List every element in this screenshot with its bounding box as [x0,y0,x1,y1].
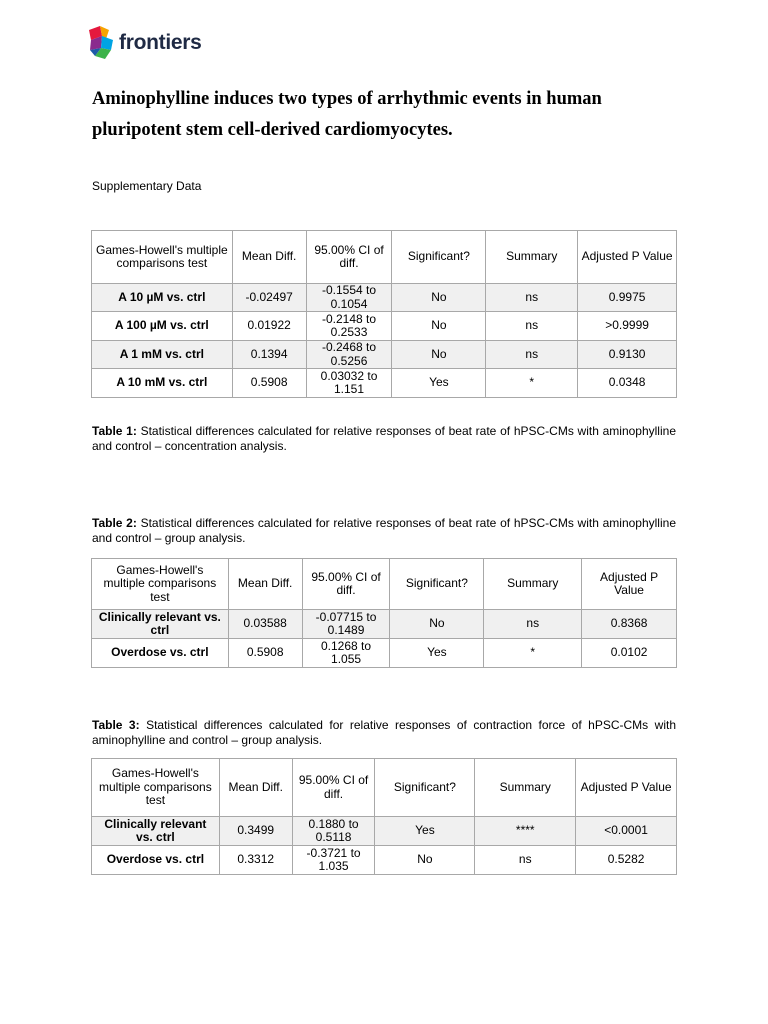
table-cell: -0.2468 to 0.5256 [306,341,392,369]
header-cell: Adjusted P Value [578,231,677,284]
frontiers-logo [87,26,201,60]
table-cell: 0.9130 [578,341,677,369]
table-cell: No [392,312,486,341]
header-cell: Games-Howell's multiple comparisons test [92,759,220,817]
table-header-row [92,231,677,284]
table-cell: No [392,341,486,369]
header-cell: 95.00% CI of diff. [306,231,392,284]
table-3 [91,758,677,875]
caption-text: Statistical differences calculated for relative responses of contraction force of hPSC-CMs with aminophylline and control – group analysis. [92,718,676,747]
caption-label: Table 2: [92,516,137,530]
table-cell: 0.03032 to 1.151 [306,369,392,398]
table-cell: -0.02497 [232,284,306,312]
supplementary-label: Supplementary Data [92,179,202,193]
table-header-row [92,759,677,817]
caption-text: Statistical differences calculated for relative responses of beat rate of hPSC-CMs with aminophylline and control – concentration analysis. [92,424,676,453]
row-label: A 10 µM vs. ctrl [92,284,233,312]
row-label: Overdose vs. ctrl [92,639,229,668]
table-row [92,817,677,846]
caption-label: Table 1: [92,424,137,438]
header-cell: Mean Diff. [228,559,302,610]
table-cell: 0.5908 [232,369,306,398]
table-row [92,341,677,369]
table-row [92,369,677,398]
table-cell: 0.0348 [578,369,677,398]
table-cell: No [375,846,475,875]
header-cell: Summary [484,559,582,610]
table-cell: Yes [392,369,486,398]
frontiers-logo-icon [87,26,117,60]
table-cell: 0.5908 [228,639,302,668]
table-cell: 0.5282 [576,846,677,875]
table-cell: <0.0001 [576,817,677,846]
table-row [92,284,677,312]
table-row [92,610,677,639]
row-label: Clinically relevant vs. ctrl [92,817,220,846]
table-3-caption [92,718,676,747]
table-cell: 0.03588 [228,610,302,639]
row-label: Overdose vs. ctrl [92,846,220,875]
table-cell: Yes [390,639,484,668]
header-cell: Summary [475,759,576,817]
table-cell: 0.8368 [582,610,677,639]
table-cell: * [486,369,578,398]
table-cell: -0.2148 to 0.2533 [306,312,392,341]
header-cell: Mean Diff. [219,759,292,817]
table-1-caption [92,424,676,453]
row-label: A 100 µM vs. ctrl [92,312,233,341]
table-cell: * [484,639,582,668]
header-cell: Games-Howell's multiple comparisons test [92,559,229,610]
table-cell: No [392,284,486,312]
header-cell: 95.00% CI of diff. [302,559,390,610]
header-cell: Adjusted P Value [576,759,677,817]
table-cell: 0.9975 [578,284,677,312]
table-2-caption [92,516,676,545]
table-cell: ns [486,341,578,369]
table-cell: No [390,610,484,639]
table-cell: 0.1880 to 0.5118 [292,817,375,846]
header-cell: Summary [486,231,578,284]
header-cell: 95.00% CI of diff. [292,759,375,817]
table-cell: 0.01922 [232,312,306,341]
table-cell: -0.07715 to 0.1489 [302,610,390,639]
header-cell: Adjusted P Value [582,559,677,610]
table-cell: ns [486,284,578,312]
table-cell: 0.1268 to 1.055 [302,639,390,668]
header-cell: Games-Howell's multiple comparisons test [92,231,233,284]
table-cell: ns [475,846,576,875]
table-row [92,846,677,875]
table-cell: ns [486,312,578,341]
brand-name: frontiers [119,31,202,54]
table-cell: -0.3721 to 1.035 [292,846,375,875]
row-label: A 1 mM vs. ctrl [92,341,233,369]
row-label: Clinically relevant vs. ctrl [92,610,229,639]
caption-text: Statistical differences calculated for relative responses of beat rate of hPSC-CMs with aminophylline and control – group analysis. [92,516,676,545]
table-cell: ns [484,610,582,639]
table-cell: -0.1554 to 0.1054 [306,284,392,312]
header-cell: Mean Diff. [232,231,306,284]
caption-label: Table 3: [92,718,140,732]
table-cell: >0.9999 [578,312,677,341]
table-2 [91,558,677,668]
table-cell: 0.3312 [219,846,292,875]
table-cell: **** [475,817,576,846]
table-row [92,312,677,341]
table-cell: 0.1394 [232,341,306,369]
table-1 [91,230,677,398]
paper-title: Aminophylline induces two types of arrhythmic events in human pluripotent stem cell-derived cardiomyocytes. [92,89,602,140]
table-cell: 0.3499 [219,817,292,846]
header-cell: Significant? [390,559,484,610]
table-header-row [92,559,677,610]
header-cell: Significant? [392,231,486,284]
table-cell: Yes [375,817,475,846]
header-cell: Significant? [375,759,475,817]
table-cell: 0.0102 [582,639,677,668]
table-row [92,639,677,668]
row-label: A 10 mM vs. ctrl [92,369,233,398]
